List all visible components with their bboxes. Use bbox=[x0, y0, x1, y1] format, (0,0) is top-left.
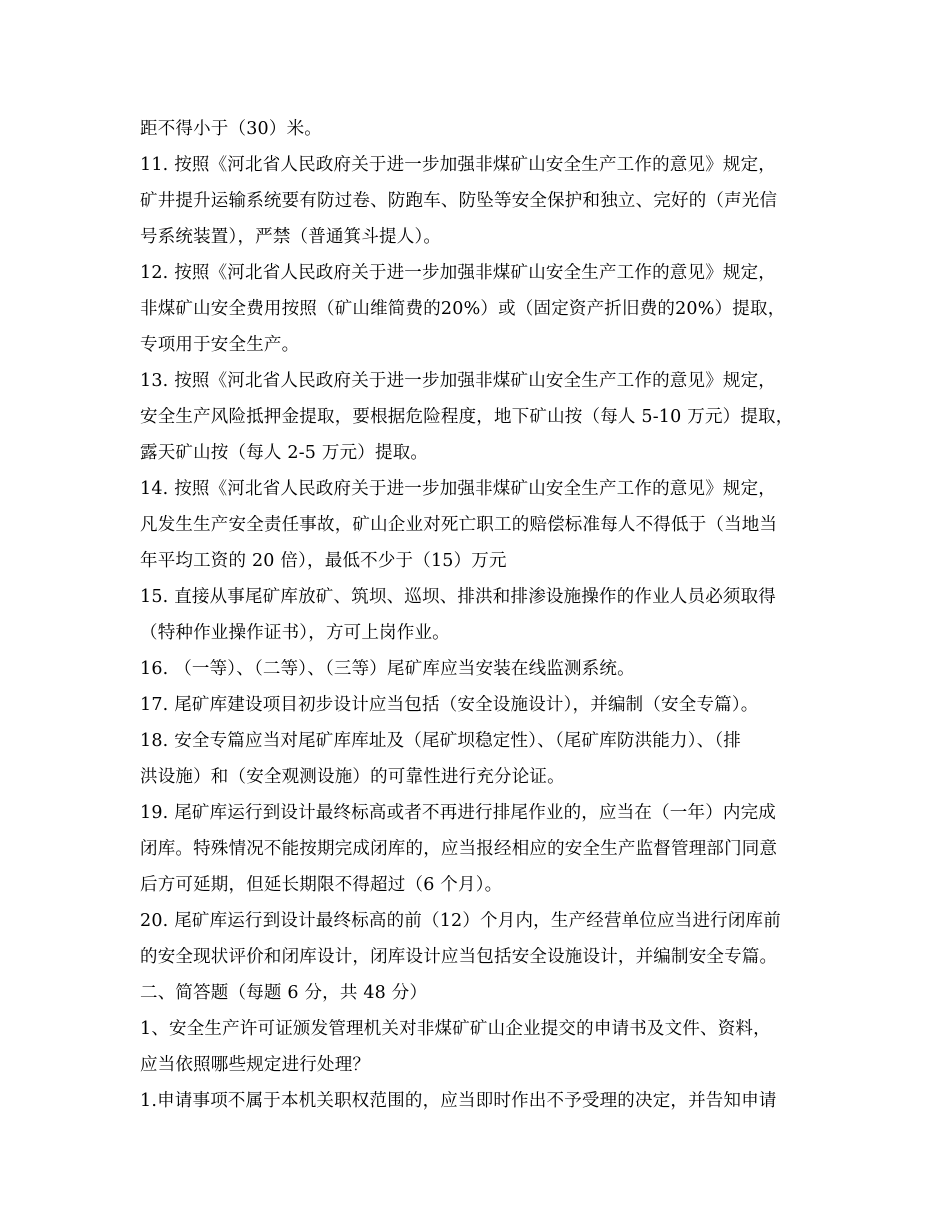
text-line: 12. 按照《河北省人民政府关于进一步加强非煤矿山安全生产工作的意见》规定， bbox=[140, 263, 776, 283]
text-line: 15. 直接从事尾矿库放矿、筑坝、巡坝、排洪和排渗设施操作的作业人员必须取得 bbox=[140, 587, 776, 607]
text-line: 1.申请事项不属于本机关职权范围的，应当即时作出不予受理的决定，并告知申请 bbox=[140, 1091, 777, 1111]
text-line: 20. 尾矿库运行到设计最终标高的前（12）个月内，生产经营单位应当进行闭库前 bbox=[140, 911, 781, 931]
section-heading: 二、简答题（每题 6 分，共 48 分） bbox=[140, 983, 428, 1003]
text-line: 矿井提升运输系统要有防过卷、防跑车、防坠等安全保护和独立、完好的（声光信 bbox=[140, 191, 778, 211]
text-line: 13. 按照《河北省人民政府关于进一步加强非煤矿山安全生产工作的意见》规定， bbox=[140, 371, 776, 391]
text-line: 1、安全生产许可证颁发管理机关对非煤矿矿山企业提交的申请书及文件、资料， bbox=[140, 1019, 771, 1039]
text-line: 洪设施）和（安全观测设施）的可靠性进行充分论证。 bbox=[140, 767, 565, 787]
text-line: 凡发生生产安全责任事故，矿山企业对死亡职工的赔偿标准每人不得低于（当地当 bbox=[140, 515, 778, 535]
text-line: 18. 安全专篇应当对尾矿库库址及（尾矿坝稳定性）、（尾矿库防洪能力）、（排 bbox=[140, 731, 741, 751]
text-line: 应当依照哪些规定进行处理？ bbox=[140, 1055, 371, 1075]
text-line: 安全生产风险抵押金提取，要根据危险程度，地下矿山按（每人 5-10 万元）提取， bbox=[140, 407, 794, 427]
text-line: 专项用于安全生产。 bbox=[140, 335, 300, 355]
text-line: 闭库。特殊情况不能按期完成闭库的，应当报经相应的安全生产监督管理部门同意 bbox=[140, 839, 778, 859]
text-line: 非煤矿山安全费用按照（矿山维简费的20%）或（固定资产折旧费的20%）提取， bbox=[140, 299, 786, 319]
text-line: 17. 尾矿库建设项目初步设计应当包括（安全设施设计），并编制（安全专篇）。 bbox=[140, 695, 759, 715]
text-line: 年平均工资的 20 倍），最低不少于（15）万元 bbox=[140, 551, 507, 571]
text-line: 的安全现状评价和闭库设计，闭库设计应当包括安全设施设计，并编制安全专篇。 bbox=[140, 947, 778, 967]
text-line: 16. （一等）、（二等）、（三等）尾矿库应当安装在线监测系统。 bbox=[140, 659, 635, 679]
text-line: 距不得小于（30）米。 bbox=[140, 119, 322, 139]
text-line: （特种作业操作证书），方可上岗作业。 bbox=[140, 623, 450, 643]
text-line: 露天矿山按（每人 2-5 万元）提取。 bbox=[140, 443, 429, 463]
text-line: 19. 尾矿库运行到设计最终标高或者不再进行排尾作业的，应当在（一年）内完成 bbox=[140, 803, 776, 823]
text-line: 14. 按照《河北省人民政府关于进一步加强非煤矿山安全生产工作的意见》规定， bbox=[140, 479, 776, 499]
text-line: 后方可延期，但延长期限不得超过（6 个月）。 bbox=[140, 875, 503, 895]
text-line: 号系统装置），严禁（普通箕斗提人）。 bbox=[140, 227, 442, 247]
text-line: 11. 按照《河北省人民政府关于进一步加强非煤矿山安全生产工作的意见》规定， bbox=[140, 155, 776, 175]
